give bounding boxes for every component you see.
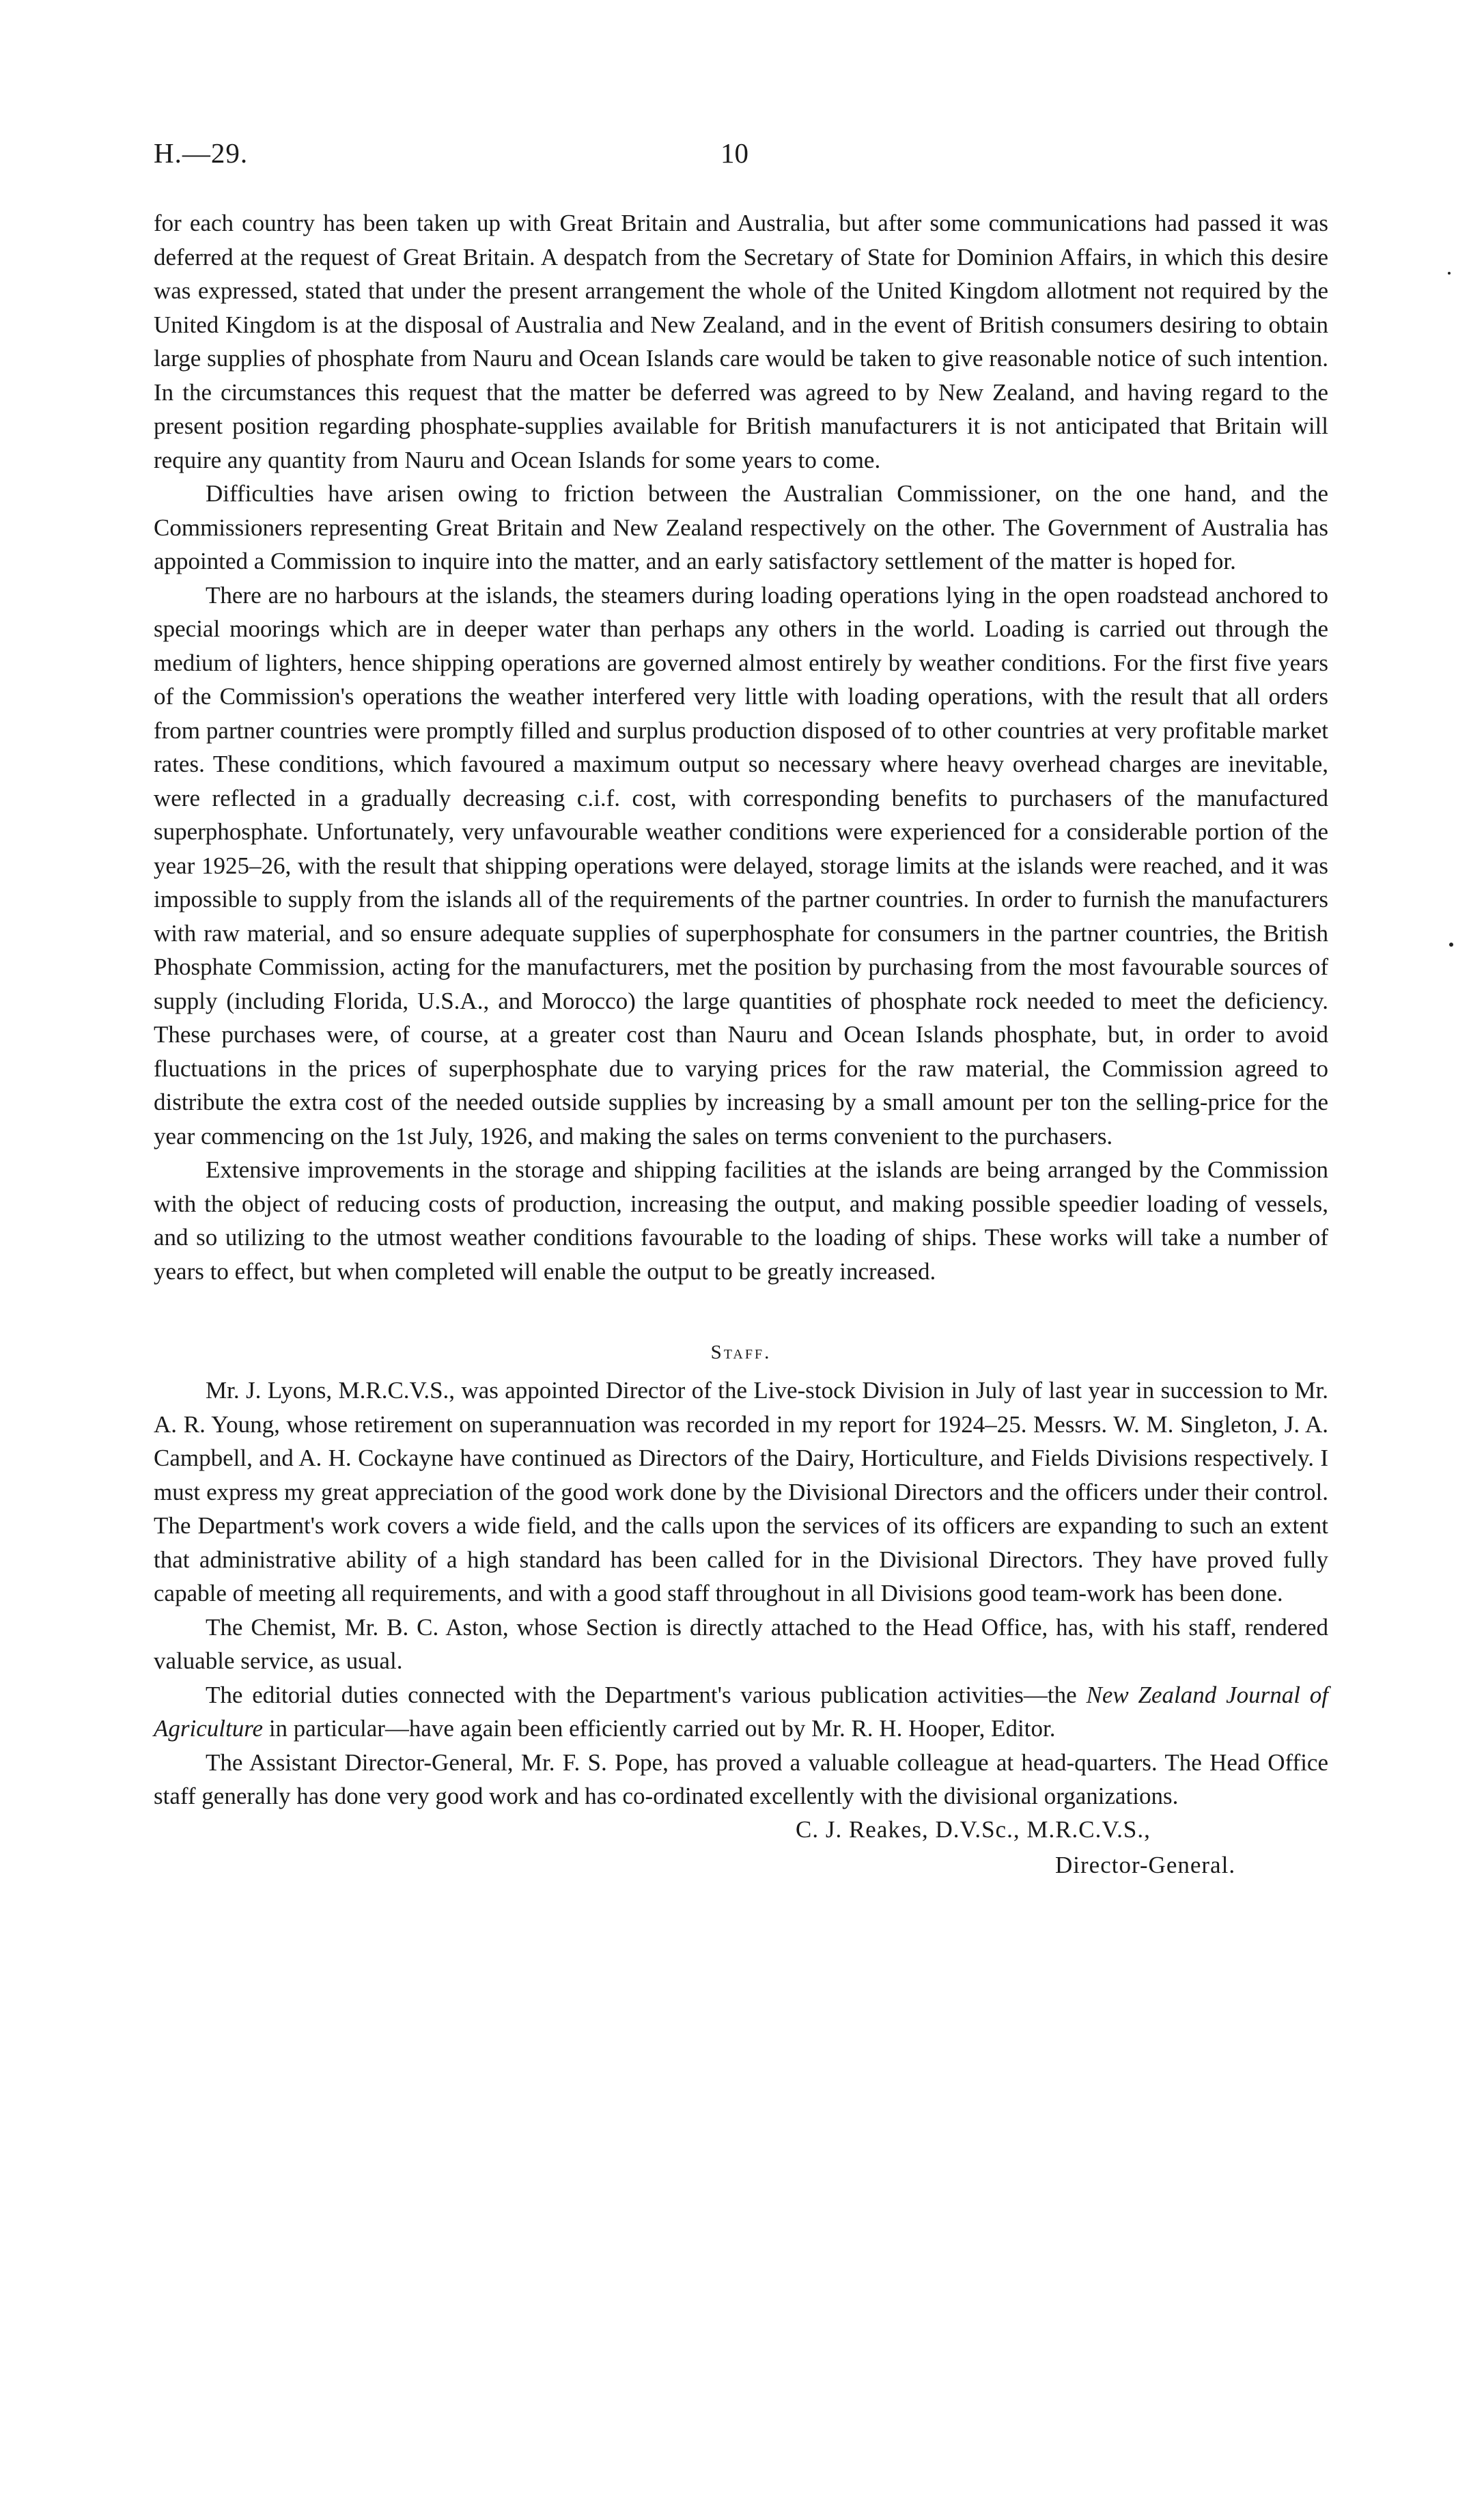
report-reference: H.—29. [154, 137, 249, 169]
paragraph-staff-directors: Mr. J. Lyons, M.R.C.V.S., was appointed Director of the Live-stock Division in July of last year in succession to Mr. A. R. Young, whose retirement on superannuation was recorded in my report for 1924–25. Messrs. W. M. Singleton, J. A. Campbell, and A. H. Cockayne have continued as Directors of the Dairy, Horticulture, and Fields Divisions respectively. I must express my great appreciation of the good work done by the Divisional Directors and the officers under their control. The Department's work covers a wide field, and the calls upon the services of its officers are expanding to such an extent that administrative ability of a high standard has been called for in the Divisional Directors. They have proved fully capable of meeting all requirements, and with a good staff throughout in all Divisions good team-work has been done. [154, 1377, 1328, 1606]
page-header [154, 137, 1328, 178]
paragraph-improvements: Extensive improvements in the storage and shipping facilities at the islands are being arranged by the Commission with the object of reducing costs of production, increasing the output, and making possible speedier loading of vessels, and so utilizing to the utmost weather conditions favourable to the loading of ships. These works will take a number of years to effect, but when completed will enable the output to be greatly increased. [154, 1156, 1328, 1285]
scan-speck-1 [1448, 272, 1451, 275]
paragraph-commission-friction: Difficulties have arisen owing to friction between the Australian Commissioner, on the one hand, and the Commissioners representing Great Britain and New Zealand respectively on the other. The Government of Australia has appointed a Commission to inquire into the matter, and an early satisfactory settlement of the matter is hoped for. [154, 480, 1328, 574]
signatory-name: C. J. Reakes, D.V.Sc., M.R.C.V.S., [796, 1815, 1151, 1843]
paragraph-harbours-loading: There are no harbours at the islands, the steamers during loading operations lying in the open roadstead anchored to special moorings which are in deeper water than perhaps any others in the world. Loading is carried out through the medium of lighters, hence shipping operations are governed almost entirely by weather conditions. For the first five years of the Commission's operations the weather interfered very little with loading operations, with the result that all orders from partner countries were promptly filled and surplus production disposed of to other countries at very profitable market rates. These conditions, which favoured a maximum output so necessary where heavy overhead charges are inevitable, were reflected in a gradually decreasing c.i.f. cost, with corresponding benefits to purchasers of the manufactured superphosphate. Unfortunately, very unfavourable weather conditions were experienced for a considerable portion of the year 1925–26, with the result that shipping operations were delayed, storage limits at the islands were reached, and it was impossible to supply from the islands all of the requirements of the partner countries. In order to furnish the manufacturers with raw material, and so ensure adequate supplies of superphosphate for consumers in the partner countries, the British Phosphate Commission, acting for the manufacturers, met the position by purchasing from the most favourable sources of supply (including Florida, U.S.A., and Morocco) the large quantities of phosphate rock needed to meet the deficiency. These purchases were, of course, at a greater cost than Nauru and Ocean Islands phosphate, but, in order to avoid fluctuations in the prices of superphosphate due to varying prices for the raw material, the Commission agreed to distribute the extra cost of the needed outside supplies by increasing by a small amount per ton the selling-price for the year commencing on the 1st July, 1926, and making the sales on terms convenient to the purchasers. [154, 581, 1328, 1150]
journal-title: New Zealand Journal of Agriculture [154, 1681, 1328, 1742]
paragraph-chemist: The Chemist, Mr. B. C. Aston, whose Section is directly attached to the Head Office, has, with his staff, rendered valuable service, as usual. [154, 1613, 1328, 1674]
paragraph-continuation: for each country has been taken up with Great Britain and Australia, but after some communications had passed it was deferred at the request of Great Britain. A despatch from the Secretary of State for Dominion Affairs, in which this desire was expressed, stated that under the present arrangement the whole of the United Kingdom allotment not required by the United Kingdom is at the disposal of Australia and New Zealand, and in the event of British consumers desiring to obtain large supplies of phosphate from Nauru and Ocean Islands care would be taken to give reasonable notice of such intention. In the circumstances this request that the matter be deferred was agreed to by New Zealand, and having regard to the present position regarding phosphate-supplies available for British manufacturers it is not anticipated that Britain will require any quantity from Nauru and Ocean Islands for some years to come. [154, 210, 1328, 473]
paragraph-editorial [154, 1678, 1328, 1746]
scan-speck-2 [1449, 943, 1453, 947]
editorial-text-after: in particular—have again been efficiently carried out by Mr. R. H. Hooper, Editor. [263, 1715, 1056, 1742]
staff-heading: Staff. [710, 1341, 772, 1363]
paragraph-assistant-director: The Assistant Director-General, Mr. F. S. Pope, has proved a valuable colleague at head-quarters. The Head Office staff generally has done very good work and has co-ordinated excellently with the divisional organizations. [154, 1749, 1328, 1809]
page-number: 10 [720, 137, 748, 169]
body-text [154, 206, 1328, 1891]
signatory-title: Director-General. [1055, 1851, 1236, 1878]
editorial-text-before: The editorial duties connected with the Department's various publication activities—the [206, 1681, 1087, 1708]
signature-block [154, 1816, 1328, 1891]
